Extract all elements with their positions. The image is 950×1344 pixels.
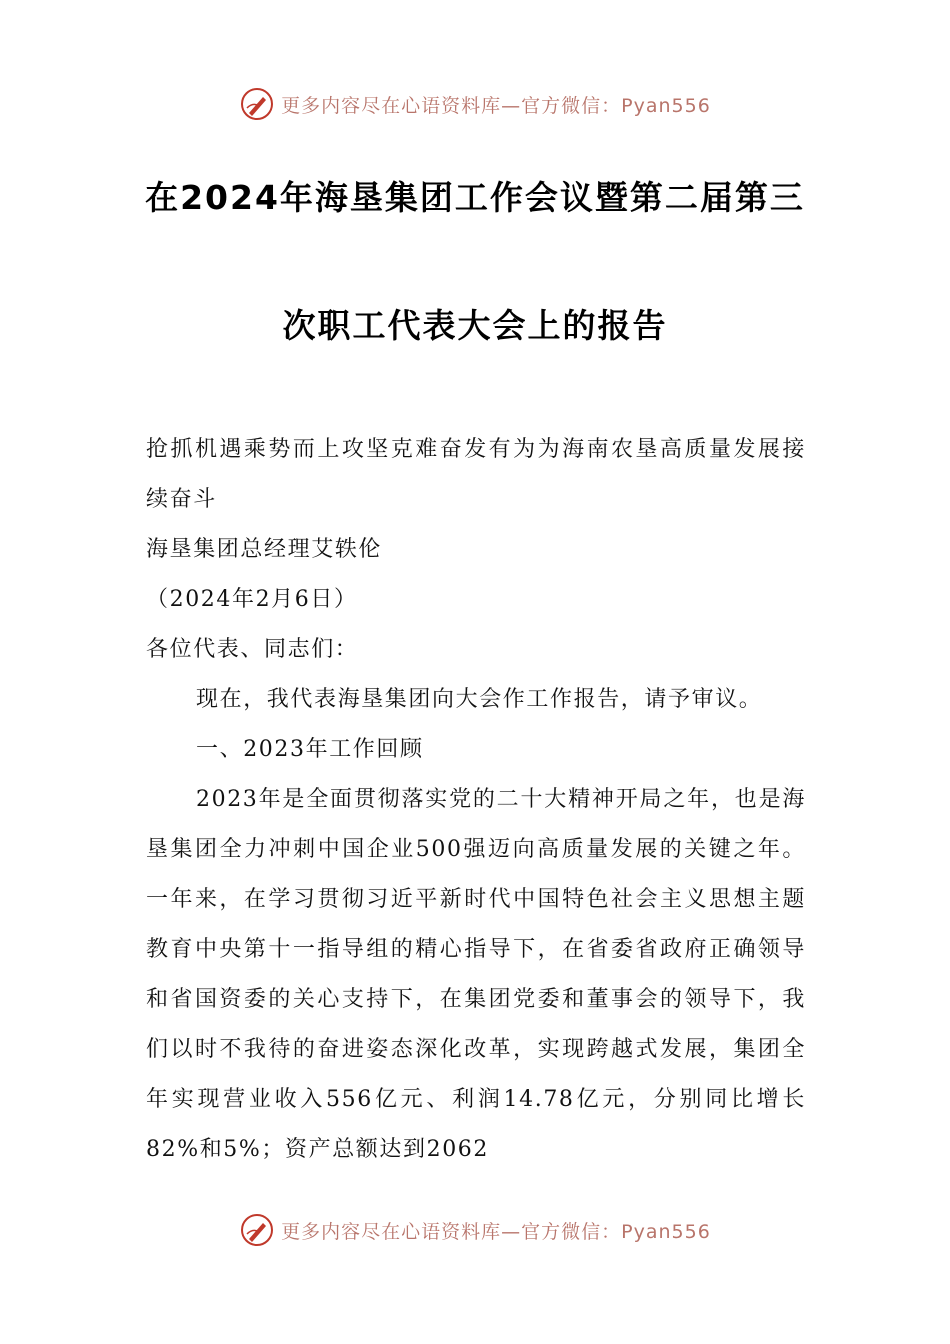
document-body	[146, 425, 806, 1175]
watermark-text: 更多内容尽在心语资料库—官方微信：Pyan556	[281, 94, 711, 117]
document-title-line-1: 在2024年海垦集团工作会议暨第二届第三	[145, 178, 805, 217]
report-author: 海垦集团总经理艾轶伦	[146, 537, 383, 562]
report-date: （2024年2月6日）	[146, 587, 358, 612]
footer-watermark	[0, 1210, 950, 1250]
header-watermark	[0, 84, 950, 124]
intro-paragraph: 现在，我代表海垦集团向大会作工作报告，请予审议。	[196, 687, 763, 712]
body-paragraph: 2023年是全面贯彻落实党的二十大精神开局之年，也是海垦集团全力冲刺中国企业500强迈向高质量发展的关键之年。一年来，在学习贯彻习近平新时代中国特色社会主义思想主题教育中央第十一指导组的精心指导下，在省委省政府正确领导和省国资委的关心支持下，在集团党委和董事会的领导下，我们以时不我待的奋进姿态深化改革，实现跨越式发展，集团全年实现营业收入556亿元、利润14.78亿元，分别同比增长82%和5%；资产总额达到2062	[146, 787, 806, 1162]
watermark-text: 更多内容尽在心语资料库—官方微信：Pyan556	[281, 1220, 711, 1243]
section-heading: 一、2023年工作回顾	[196, 737, 424, 762]
pen-logo-icon	[239, 86, 275, 122]
salutation: 各位代表、同志们：	[146, 637, 359, 662]
pen-logo-icon	[239, 1212, 275, 1248]
report-subtitle: 抢抓机遇乘势而上攻坚克难奋发有为为海南农垦高质量发展接续奋斗	[146, 437, 806, 512]
document-title-line-2: 次职工代表大会上的报告	[282, 306, 668, 345]
